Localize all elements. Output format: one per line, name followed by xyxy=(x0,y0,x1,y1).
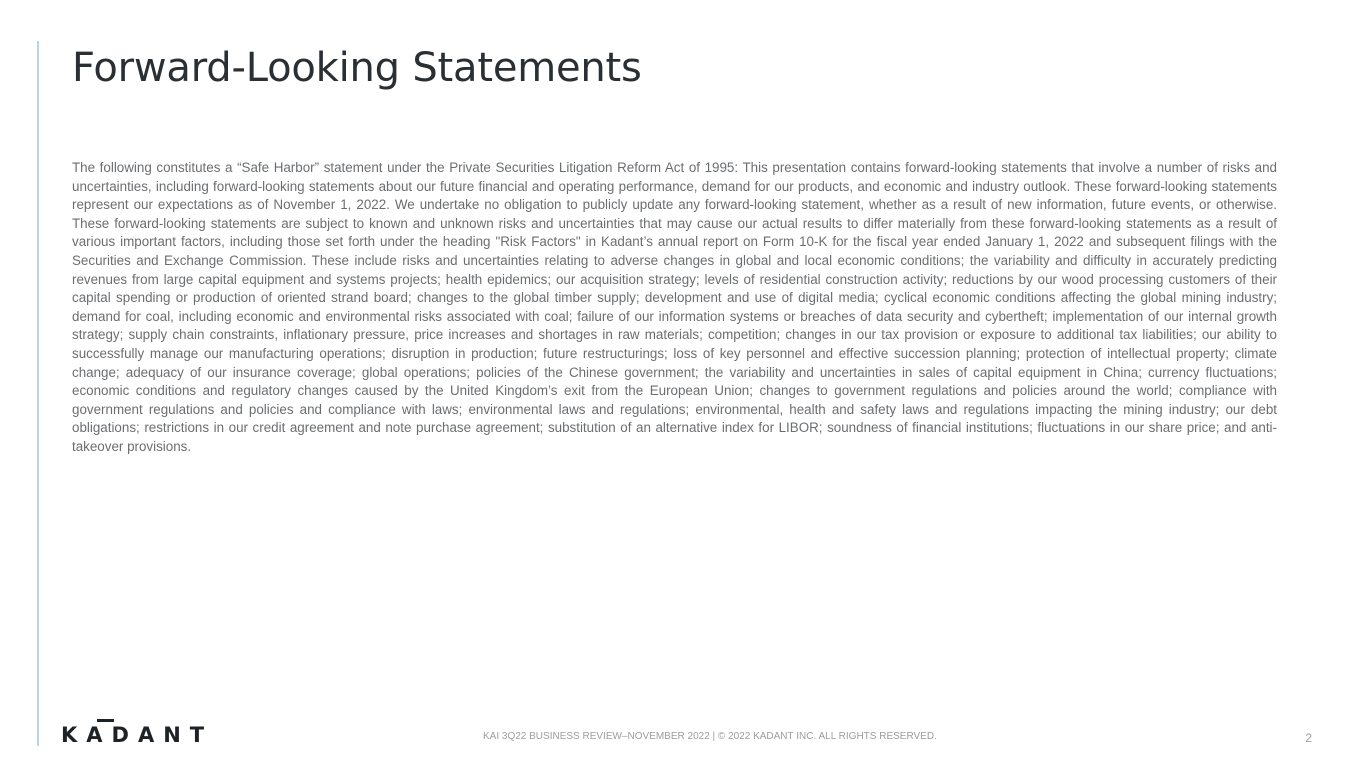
page-number: 2 xyxy=(1305,731,1312,745)
logo-wordmark: KADANT xyxy=(61,723,214,747)
left-accent-rule xyxy=(37,41,39,746)
page-title: Forward-Looking Statements xyxy=(72,45,642,91)
safe-harbor-statement: The following constitutes a “Safe Harbor” statement under the Private Securities Litigation Reform Act of 1995: This presentation contains forward-looking statements that involve a number of risks and uncertainties, including forward-looking statements about our future financial and operating performance, demand for our products, and economic and industry outlook. These forward-looking statements represent our expectations as of November 1, 2022. We undertake no obligation to publicly update any forward-looking statement, whether as a result of new information, future events, or otherwise. These forward-looking statements are subject to known and unknown risks and uncertainties that may cause our actual results to differ materially from these forward-looking statements as a result of various important factors, including those set forth under the heading "Risk Factors" in Kadant’s annual report on Form 10-K for the fiscal year ended January 1, 2022 and subsequent filings with the Securities and Exchange Commission. These include risks and uncertainties relating to adverse changes in global and local economic conditions; the variability and difficulty in accurately predicting revenues from large capital equipment and systems projects; health epidemics; our acquisition strategy; levels of residential construction activity; reductions by our wood processing customers of their capital spending or production of oriented strand board; changes to the global timber supply; development and use of digital media; cyclical economic conditions affecting the global mining industry; demand for coal, including economic and environmental risks associated with coal; failure of our information systems or breaches of data security and cybertheft; implementation of our internal growth strategy; supply chain constraints, inflationary pressure, price increases and shortages in raw materials; competition; changes in our tax provision or exposure to additional tax liabilities; our ability to successfully manage our manufacturing operations; disruption in production; future restructurings; loss of key personnel and effective succession planning; protection of intellectual property; climate change; adequacy of our insurance coverage; global operations; policies of the Chinese government; the variability and uncertainties in sales of capital equipment in China; currency fluctuations; economic conditions and regulatory changes caused by the United Kingdom’s exit from the European Union; changes to government regulations and policies around the world; compliance with government regulations and policies and compliance with laws; environmental laws and regulations; environmental, health and safety laws and regulations impacting the mining industry; our debt obligations; restrictions in our credit agreement and note purchase agreement; substitution of an alternative index for LIBOR; soundness of financial institutions; fluctuations in our share price; and anti-takeover provisions. xyxy=(72,160,1277,454)
kadant-logo xyxy=(61,716,221,748)
footer-copyright: KAI 3Q22 BUSINESS REVIEW–NOVEMBER 2022 | © 2022 KADANT INC. ALL RIGHTS RESERVED. xyxy=(483,731,937,742)
logo-macron-mark xyxy=(97,719,114,722)
